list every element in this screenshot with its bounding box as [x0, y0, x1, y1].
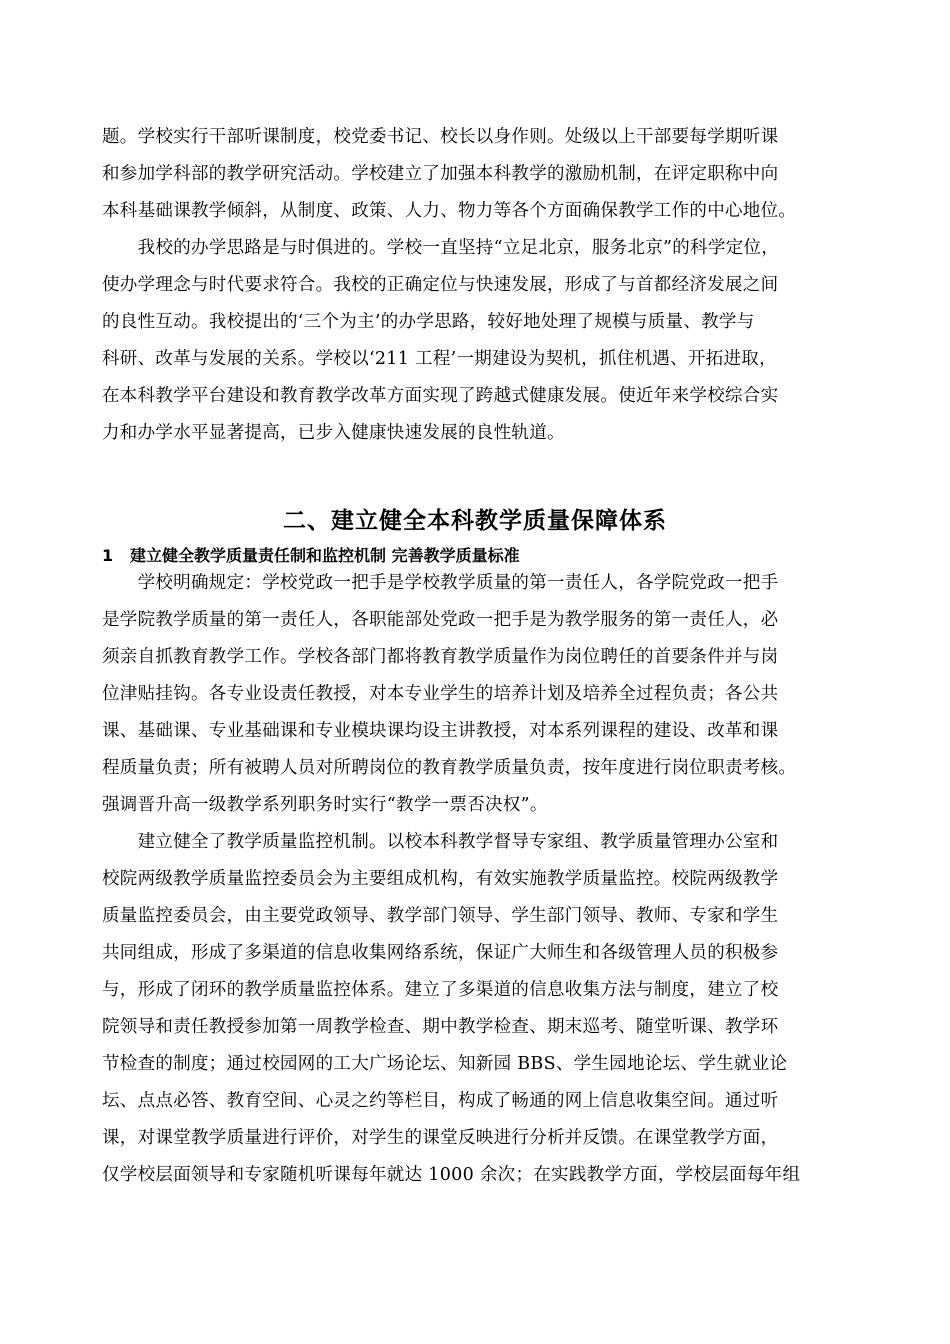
- paragraph-line: 建立健全了教学质量监控机制。以校本科教学督导专家组、教学质量管理办公室和: [102, 832, 779, 852]
- paragraph-line: 和参加学科部的教学研究活动。学校建立了加强本科教学的激励机制，在评定职称中向: [102, 164, 779, 184]
- paragraph-line: 共同组成，形成了多渠道的信息收集网络系统，保证广大师生和各级管理人员的积极参: [102, 943, 779, 963]
- paragraph-line: 校院两级教学质量监控委员会为主要组成机构，有效实施教学质量监控。校院两级教学: [102, 869, 779, 889]
- section-heading: 二、建立健全本科教学质量保障体系: [283, 508, 667, 534]
- subsection-number: 1: [102, 546, 114, 565]
- paragraph-line: 力和办学水平显著提高，已步入健康快速发展的良性轨道。: [102, 423, 565, 443]
- paragraph-line: 仅学校层面领导和专家随机听课每年就达 1000 余次；在实践教学方面，学校层面每年组: [102, 1165, 801, 1185]
- paragraph-line: 须亲自抓教育教学工作。学校各部门都将教育教学质量作为岗位聘任的首要条件并与岗: [102, 647, 779, 667]
- paragraph-line: 质量监控委员会，由主要党政领导、教学部门领导、学生部门领导、教师、专家和学生: [102, 906, 779, 926]
- paragraph-line: 我校的办学思路是与时俱进的。学校一直坚持“立足北京，服务北京”的科学定位，: [102, 238, 780, 258]
- paragraph-line: 的良性互动。我校提出的‘三个为主’的办学思路，较好地处理了规模与质量、教学与: [102, 312, 755, 332]
- paragraph-line: 强调晋升高一级教学系列职务时实行“教学一票否决权”。: [102, 795, 548, 815]
- paragraph-line: 课、基础课、专业基础课和专业模块课均设主讲教授，对本系列课程的建设、改革和课: [102, 721, 779, 741]
- paragraph-line: 科研、改革与发展的关系。学校以‘211 工程’一期建设为契机，抓住机遇、开拓进取，: [102, 349, 777, 369]
- paragraph-line: 节检查的制度；通过校园网的工大广场论坛、知新园 BBS、学生园地论坛、学生就业论: [102, 1054, 788, 1074]
- paragraph-line: 程质量负责；所有被聘人员对所聘岗位的教育教学质量负责，按年度进行岗位职责考核。: [102, 758, 797, 778]
- subsection-heading: [102, 545, 520, 567]
- paragraph-line: 院领导和责任教授参加第一周教学检查、期中教学检查、期末巡考、随堂听课、教学环: [102, 1017, 779, 1037]
- paragraph-line: 与，形成了闭环的教学质量监控体系。建立了多渠道的信息收集方法与制度，建立了校: [102, 980, 779, 1000]
- paragraph-line: 位津贴挂钩。各专业设责任教授，对本专业学生的培养计划及培养全过程负责；各公共: [102, 684, 779, 704]
- paragraph-line: 本科基础课教学倾斜，从制度、政策、人力、物力等各个方面确保教学工作的中心地位。: [102, 201, 797, 221]
- paragraph-line: 是学院教学质量的第一责任人，各职能部处党政一把手是为教学服务的第一责任人，必: [102, 610, 779, 630]
- paragraph-line: 题。学校实行干部听课制度，校党委书记、校长以身作则。处级以上干部要每学期听课: [102, 127, 779, 147]
- paragraph-line: 使办学理念与时代要求符合。我校的正确定位与快速发展，形成了与首都经济发展之间: [102, 275, 779, 295]
- paragraph-line: 学校明确规定：学校党政一把手是学校教学质量的第一责任人，各学院党政一把手: [102, 573, 779, 593]
- subsection-title: 建立健全教学质量责任制和监控机制 完善教学质量标准: [130, 546, 520, 565]
- paragraph-line: 在本科教学平台建设和教育教学改革方面实现了跨越式健康发展。使近年来学校综合实: [102, 386, 779, 406]
- paragraph-line: 课，对课堂教学质量进行评价，对学生的课堂反映进行分析并反馈。在课堂教学方面，: [102, 1128, 779, 1148]
- paragraph-line: 坛、点点必答、教育空间、心灵之约等栏目，构成了畅通的网上信息收集空间。通过听: [102, 1091, 779, 1111]
